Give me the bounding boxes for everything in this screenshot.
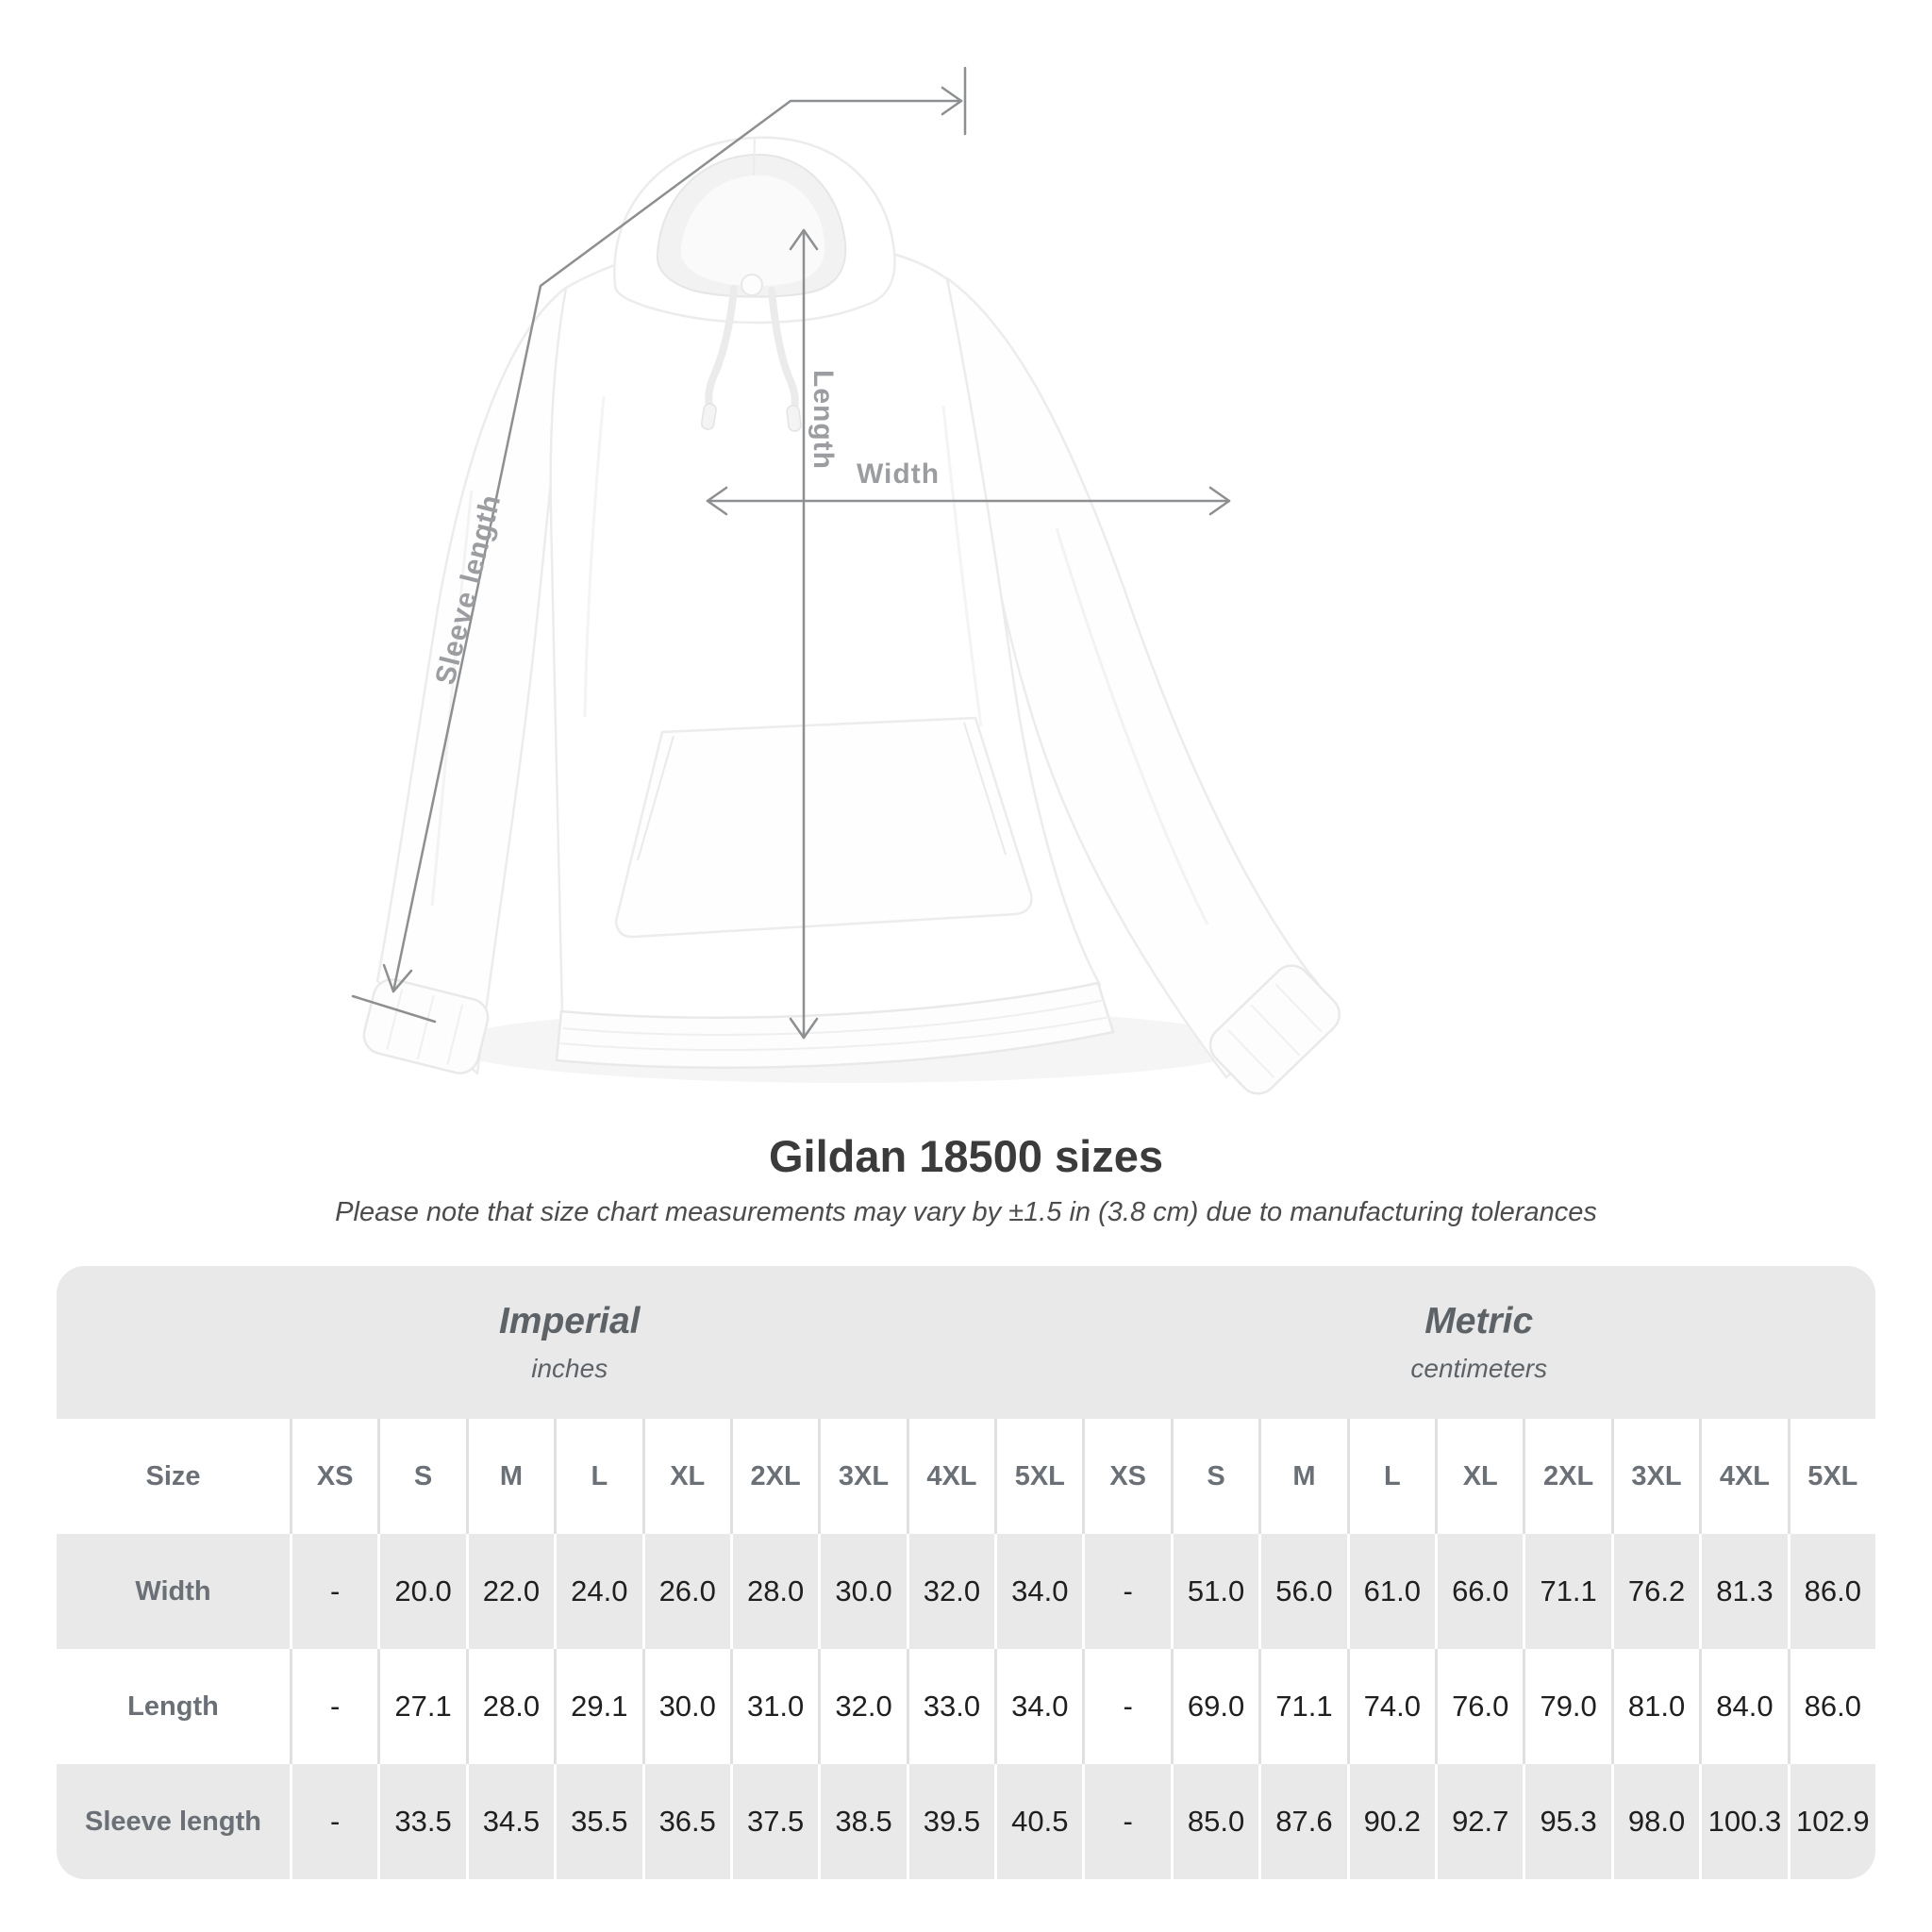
- measurement-cell: 33.0: [907, 1649, 994, 1764]
- measurement-cell: -: [1082, 1649, 1170, 1764]
- unit-group-sublabel: centimeters: [1410, 1354, 1548, 1383]
- measurement-cell: 32.0: [907, 1534, 994, 1649]
- measurement-cell: 66.0: [1435, 1534, 1523, 1649]
- size-header-cell: 2XL: [730, 1419, 818, 1534]
- measurement-cell: 90.2: [1347, 1764, 1435, 1879]
- measurement-cell: 84.0: [1699, 1649, 1787, 1764]
- measurement-cell: 76.2: [1611, 1534, 1699, 1649]
- measurement-cell: 36.5: [642, 1764, 730, 1879]
- size-header-cell: 3XL: [1611, 1419, 1699, 1534]
- measurement-cell: 37.5: [730, 1764, 818, 1879]
- size-header-cell: M: [1258, 1419, 1346, 1534]
- size-header-cell: 4XL: [907, 1419, 994, 1534]
- measurement-cell: 24.0: [554, 1534, 641, 1649]
- measurement-cell: 26.0: [642, 1534, 730, 1649]
- size-header-cell: M: [466, 1419, 554, 1534]
- measurement-cell: 30.0: [642, 1649, 730, 1764]
- measurement-cell: -: [1082, 1764, 1170, 1879]
- measurement-cell: 86.0: [1788, 1534, 1875, 1649]
- row-label: Sleeve length: [57, 1764, 290, 1879]
- measurement-cell: -: [1082, 1534, 1170, 1649]
- measurement-cell: 29.1: [554, 1649, 641, 1764]
- measurement-cell: 98.0: [1611, 1764, 1699, 1879]
- measurement-cell: 34.0: [994, 1649, 1082, 1764]
- measurement-cell: 95.3: [1523, 1764, 1610, 1879]
- size-header-cell: S: [377, 1419, 465, 1534]
- row-label: Length: [57, 1649, 290, 1764]
- size-header-cell: XS: [290, 1419, 377, 1534]
- length-measure-label: Length: [808, 370, 839, 470]
- size-header-cell: 3XL: [818, 1419, 906, 1534]
- size-header-cell: 5XL: [994, 1419, 1082, 1534]
- measurement-cell: 85.0: [1171, 1764, 1258, 1879]
- size-header-cell: S: [1171, 1419, 1258, 1534]
- measurement-cell: 34.0: [994, 1534, 1082, 1649]
- unit-group-label: Metric: [1424, 1301, 1534, 1341]
- measurement-cell: 27.1: [377, 1649, 465, 1764]
- measurement-cell: 22.0: [466, 1534, 554, 1649]
- measurement-cell: 39.5: [907, 1764, 994, 1879]
- measurement-cell: 30.0: [818, 1534, 906, 1649]
- measurement-cell: 31.0: [730, 1649, 818, 1764]
- size-table: [57, 1266, 1875, 1879]
- size-header-cell: 2XL: [1523, 1419, 1610, 1534]
- unit-group-sublabel: inches: [531, 1354, 608, 1383]
- measurement-cell: 86.0: [1788, 1649, 1875, 1764]
- size-header-cell: 5XL: [1788, 1419, 1875, 1534]
- measurement-cell: 69.0: [1171, 1649, 1258, 1764]
- measurement-cell: 32.0: [818, 1649, 906, 1764]
- measurement-cell: 38.5: [818, 1764, 906, 1879]
- sleeve-length-measure-label: Sleeve length: [429, 491, 508, 689]
- size-header-cell: XL: [1435, 1419, 1523, 1534]
- size-header-cell: XS: [1082, 1419, 1170, 1534]
- measurement-cell: 28.0: [466, 1649, 554, 1764]
- unit-group-imperial: [57, 1266, 1082, 1419]
- measurement-cell: 71.1: [1523, 1534, 1610, 1649]
- size-header-cell: 4XL: [1699, 1419, 1787, 1534]
- measurement-cell: 87.6: [1258, 1764, 1346, 1879]
- measurement-cell: -: [290, 1534, 377, 1649]
- measurement-cell: 100.3: [1699, 1764, 1787, 1879]
- unit-group-metric: [1082, 1266, 1875, 1419]
- measurement-cell: 81.3: [1699, 1534, 1787, 1649]
- measurement-cell: 81.0: [1611, 1649, 1699, 1764]
- measurement-cell: 33.5: [377, 1764, 465, 1879]
- size-header-cell: L: [1347, 1419, 1435, 1534]
- measurement-cell: 71.1: [1258, 1649, 1346, 1764]
- measurement-cell: 34.5: [466, 1764, 554, 1879]
- tolerance-note: Please note that size chart measurements may vary by ±1.5 in (3.8 cm) due to manufacturing tolerances: [335, 1197, 1597, 1227]
- row-label: Width: [57, 1534, 290, 1649]
- measurement-cell: 51.0: [1171, 1534, 1258, 1649]
- size-col-header: Size: [57, 1419, 290, 1534]
- measurement-cell: 61.0: [1347, 1534, 1435, 1649]
- measurement-cell: 74.0: [1347, 1649, 1435, 1764]
- measurement-cell: 35.5: [554, 1764, 641, 1879]
- measurement-cell: 56.0: [1258, 1534, 1346, 1649]
- measurement-cell: 102.9: [1788, 1764, 1875, 1879]
- width-measure-label: Width: [857, 458, 941, 490]
- page-title: Gildan 18500 sizes: [768, 1131, 1164, 1181]
- size-header-cell: L: [554, 1419, 641, 1534]
- measurement-cell: 76.0: [1435, 1649, 1523, 1764]
- hoodie-garment: [360, 138, 1347, 1102]
- measurement-cell: 40.5: [994, 1764, 1082, 1879]
- measurement-cell: 79.0: [1523, 1649, 1610, 1764]
- size-header-cell: XL: [642, 1419, 730, 1534]
- measurement-cell: 28.0: [730, 1534, 818, 1649]
- measurement-cell: -: [290, 1649, 377, 1764]
- measurement-cell: 20.0: [377, 1534, 465, 1649]
- measurement-cell: -: [290, 1764, 377, 1879]
- measurement-cell: 92.7: [1435, 1764, 1523, 1879]
- unit-group-label: Imperial: [498, 1301, 641, 1341]
